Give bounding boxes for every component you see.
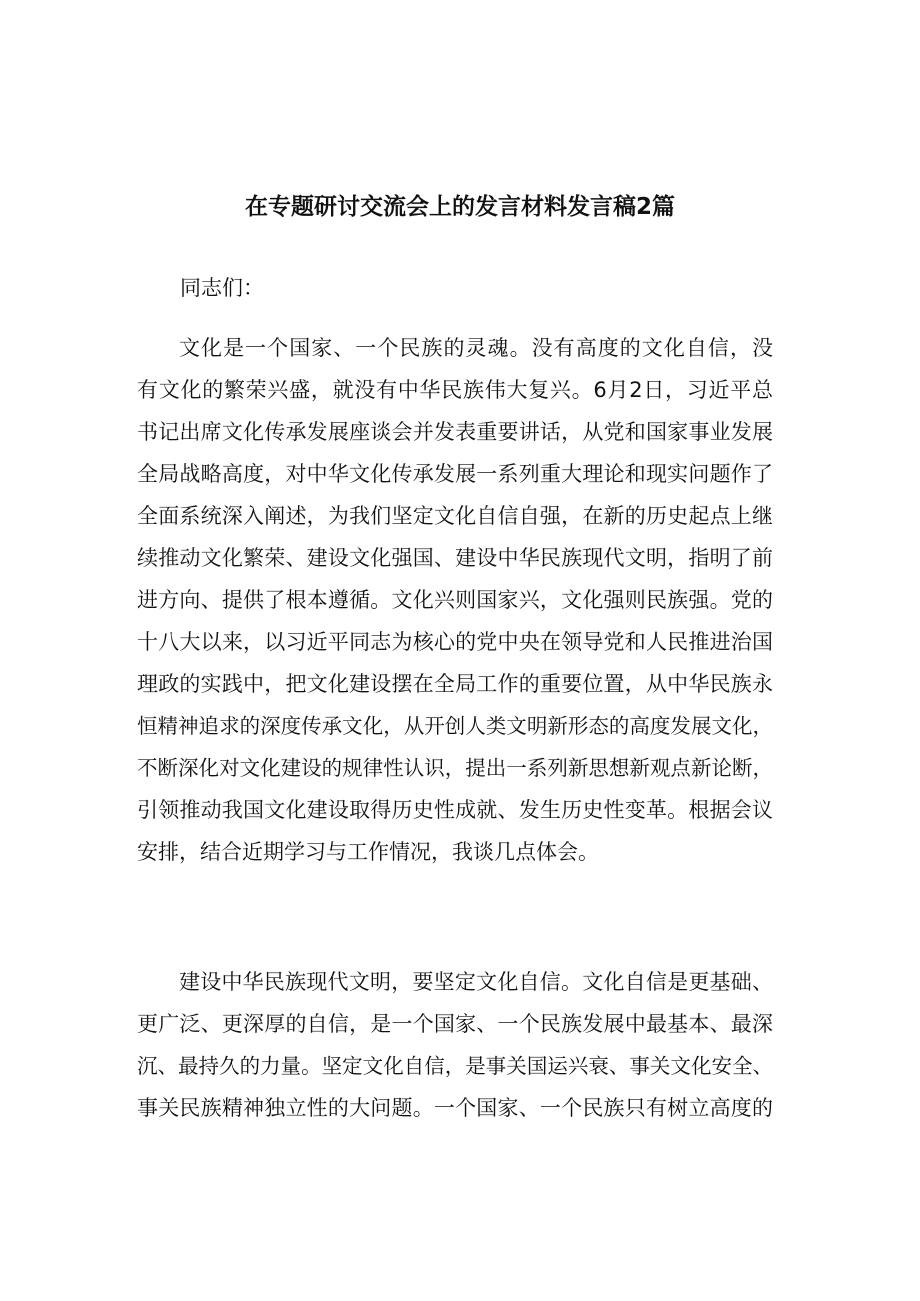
paragraph-line: 更广泛、更深厚的自信，是一个国家、一个民族发展中最基本、最深 <box>137 1012 773 1036</box>
paragraph-line: 沉、最持久的力量。坚定文化自信，是事关国运兴衰、事关文化安全、 <box>137 1054 773 1078</box>
paragraph-line: 理政的实践中，把文化建设摆在全局工作的重要位置，从中华民族永 <box>137 672 773 696</box>
paragraph-line: 全面系统深入阐述，为我们坚定文化自信自强，在新的历史起点上继 <box>137 504 773 528</box>
salutation: 同志们： <box>180 276 264 300</box>
paragraph-line: 进方向、提供了根本遵循。文化兴则国家兴，文化强则民族强。党的 <box>137 588 773 612</box>
paragraph-line: 有文化的繁荣兴盛，就没有中华民族伟大复兴。6月2日，习近平总 <box>137 378 773 402</box>
document-title: 在专题研讨交流会上的发言材料发言稿2篇 <box>244 194 675 220</box>
paragraph-line: 不断深化对文化建设的规律性认识，提出一系列新思想新观点新论断， <box>137 756 773 780</box>
paragraph-line: 文化是一个国家、一个民族的灵魂。没有高度的文化自信，没 <box>179 336 773 360</box>
paragraph-line: 恒精神追求的深度传承文化，从开创人类文明新形态的高度发展文化， <box>137 714 773 738</box>
paragraph-line: 引领推动我国文化建设取得历史性成就、发生历史性变革。根据会议 <box>137 798 773 822</box>
paragraph-line: 十八大以来，以习近平同志为核心的党中央在领导党和人民推进治国 <box>137 630 773 654</box>
paragraph-line: 书记出席文化传承发展座谈会并发表重要讲话，从党和国家事业发展 <box>137 420 773 444</box>
paragraph-2 <box>137 961 773 1129</box>
paragraph-line: 续推动文化繁荣、建设文化强国、建设中华民族现代文明，指明了前 <box>137 546 773 570</box>
paragraph-line: 事关民族精神独立性的大问题。一个国家、一个民族只有树立高度的 <box>137 1096 773 1120</box>
paragraph-line: 安排，结合近期学习与工作情况，我谈几点体会。 <box>137 840 599 864</box>
paragraph-1 <box>137 327 773 873</box>
paragraph-line: 建设中华民族现代文明，要坚定文化自信。文化自信是更基础、 <box>179 970 773 994</box>
paragraph-line: 全局战略高度，对中华文化传承发展一系列重大理论和现实问题作了 <box>137 462 773 486</box>
